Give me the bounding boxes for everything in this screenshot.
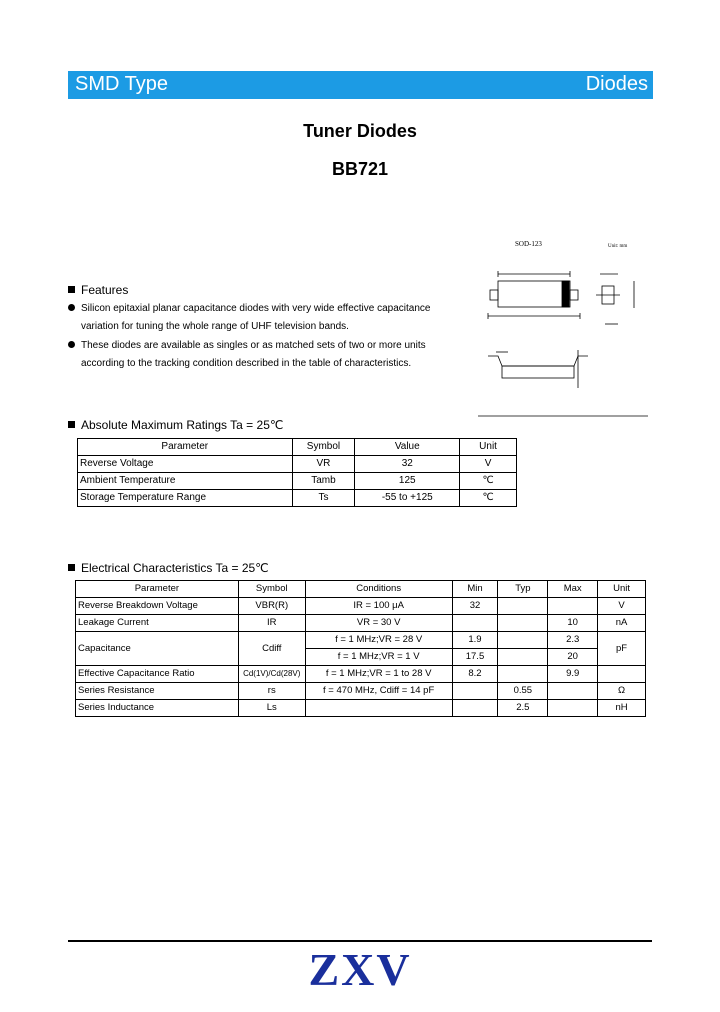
- table-cell: Storage Temperature Range: [78, 490, 293, 507]
- table-cell: f = 1 MHz;VR = 1 to 28 V: [305, 666, 452, 683]
- table-cell: Tamb: [292, 473, 355, 490]
- table-cell: Leakage Current: [76, 615, 239, 632]
- feature-item-1: Silicon epitaxial planar capacitance diodes with very wide effective capacitance: [68, 303, 430, 314]
- table-row: [76, 666, 646, 683]
- feature-item-2-cont: according to the tracking condition described in the table of characteristics.: [81, 358, 412, 369]
- table-cell: [305, 700, 452, 717]
- table-cell: 10: [548, 615, 598, 632]
- table-header-row: [76, 581, 646, 598]
- part-number: BB721: [331, 159, 389, 179]
- table-cell: [452, 700, 498, 717]
- table-header-cell: Max: [548, 581, 598, 598]
- package-unit: Unit: mm: [608, 244, 628, 249]
- table-row: [76, 615, 646, 632]
- package-outline-svg: [478, 238, 648, 418]
- table-cell: f = 1 MHz;VR = 28 V: [305, 632, 452, 649]
- table-cell: V: [460, 456, 517, 473]
- table-header-cell: Unit: [598, 581, 646, 598]
- square-bullet-icon: [68, 564, 75, 571]
- table-header-cell: Symbol: [238, 581, 305, 598]
- elec-table: [75, 580, 646, 717]
- table-cell: [452, 683, 498, 700]
- table-cell: [498, 598, 548, 615]
- features-heading: Features: [68, 283, 128, 297]
- square-bullet-icon: [68, 421, 75, 428]
- square-bullet-icon: [68, 286, 75, 293]
- table-cell: f = 470 MHz, Cdiff = 14 pF: [305, 683, 452, 700]
- doc-title: Tuner Diodes: [303, 121, 417, 141]
- dot-bullet-icon: [68, 304, 75, 311]
- header-banner: [68, 71, 653, 99]
- table-cell: [548, 683, 598, 700]
- table-cell: nA: [598, 615, 646, 632]
- table-row: [78, 456, 517, 473]
- table-cell: Effective Capacitance Ratio: [76, 666, 239, 683]
- table-cell: 0.55: [498, 683, 548, 700]
- table-cell: 8.2: [452, 666, 498, 683]
- header-type: Diodes: [585, 73, 648, 95]
- table-cell: [548, 598, 598, 615]
- table-cell: 32: [355, 456, 460, 473]
- table-cell: ℃: [460, 490, 517, 507]
- table-cell: 125: [355, 473, 460, 490]
- table-header-cell: Conditions: [305, 581, 452, 598]
- table-cell: VR = 30 V: [305, 615, 452, 632]
- table-cell: Reverse Breakdown Voltage: [76, 598, 239, 615]
- dot-bullet-icon: [68, 341, 75, 348]
- abs-max-table: [77, 438, 517, 507]
- table-cell: f = 1 MHz;VR = 1 V: [305, 649, 452, 666]
- table-cell: 32: [452, 598, 498, 615]
- table-cell: Cd(1V)/Cd(28V): [238, 666, 305, 683]
- table-cell: Ω: [598, 683, 646, 700]
- table-cell: [548, 700, 598, 717]
- table-cell: IR: [238, 615, 305, 632]
- table-header-cell: Parameter: [78, 439, 293, 456]
- table-cell: Ts: [292, 490, 355, 507]
- table-cell: [498, 632, 548, 649]
- package-drawing: [478, 238, 648, 418]
- header-category: SMD Type: [75, 73, 168, 95]
- table-row: [76, 700, 646, 717]
- table-cell: pF: [598, 632, 646, 666]
- table-row: [78, 490, 517, 507]
- package-name: SOD-123: [515, 240, 542, 248]
- table-cell: [498, 666, 548, 683]
- table-cell: 9.9: [548, 666, 598, 683]
- table-cell: Series Inductance: [76, 700, 239, 717]
- table-cell: 2.5: [498, 700, 548, 717]
- feature-item-2: These diodes are available as singles or as matched sets of two or more units: [68, 340, 426, 351]
- table-cell: Ambient Temperature: [78, 473, 293, 490]
- table-cell: Capacitance: [76, 632, 239, 666]
- table-cell: 1.9: [452, 632, 498, 649]
- table-cell: [498, 615, 548, 632]
- table-row: [76, 683, 646, 700]
- table-cell: Reverse Voltage: [78, 456, 293, 473]
- table-header-row: [78, 439, 517, 456]
- table-cell: 20: [548, 649, 598, 666]
- table-cell: Cdiff: [238, 632, 305, 666]
- table-cell: [598, 666, 646, 683]
- table-header-cell: Typ: [498, 581, 548, 598]
- table-cell: ℃: [460, 473, 517, 490]
- table-row: [78, 473, 517, 490]
- table-cell: IR = 100 μA: [305, 598, 452, 615]
- table-cell: nH: [598, 700, 646, 717]
- feature-item-1-cont: variation for tuning the whole range of UHF television bands.: [81, 321, 349, 332]
- table-header-cell: Min: [452, 581, 498, 598]
- table-cell: [498, 649, 548, 666]
- table-cell: VR: [292, 456, 355, 473]
- elec-heading: Electrical Characteristics Ta = 25℃: [68, 561, 269, 575]
- table-cell: rs: [238, 683, 305, 700]
- table-header-cell: Unit: [460, 439, 517, 456]
- table-cell: -55 to +125: [355, 490, 460, 507]
- table-row: [76, 632, 646, 649]
- table-header-cell: Value: [355, 439, 460, 456]
- table-cell: 17.5: [452, 649, 498, 666]
- table-cell: [452, 615, 498, 632]
- table-cell: 2.3: [548, 632, 598, 649]
- table-cell: Series Resistance: [76, 683, 239, 700]
- abs-max-heading: Absolute Maximum Ratings Ta = 25℃: [68, 418, 283, 432]
- table-header-cell: Symbol: [292, 439, 355, 456]
- table-cell: Ls: [238, 700, 305, 717]
- footer-divider: [68, 940, 652, 942]
- table-row: [76, 598, 646, 615]
- table-header-cell: Parameter: [76, 581, 239, 598]
- company-logo: ZXV: [308, 944, 412, 995]
- table-cell: VBR(R): [238, 598, 305, 615]
- table-cell: V: [598, 598, 646, 615]
